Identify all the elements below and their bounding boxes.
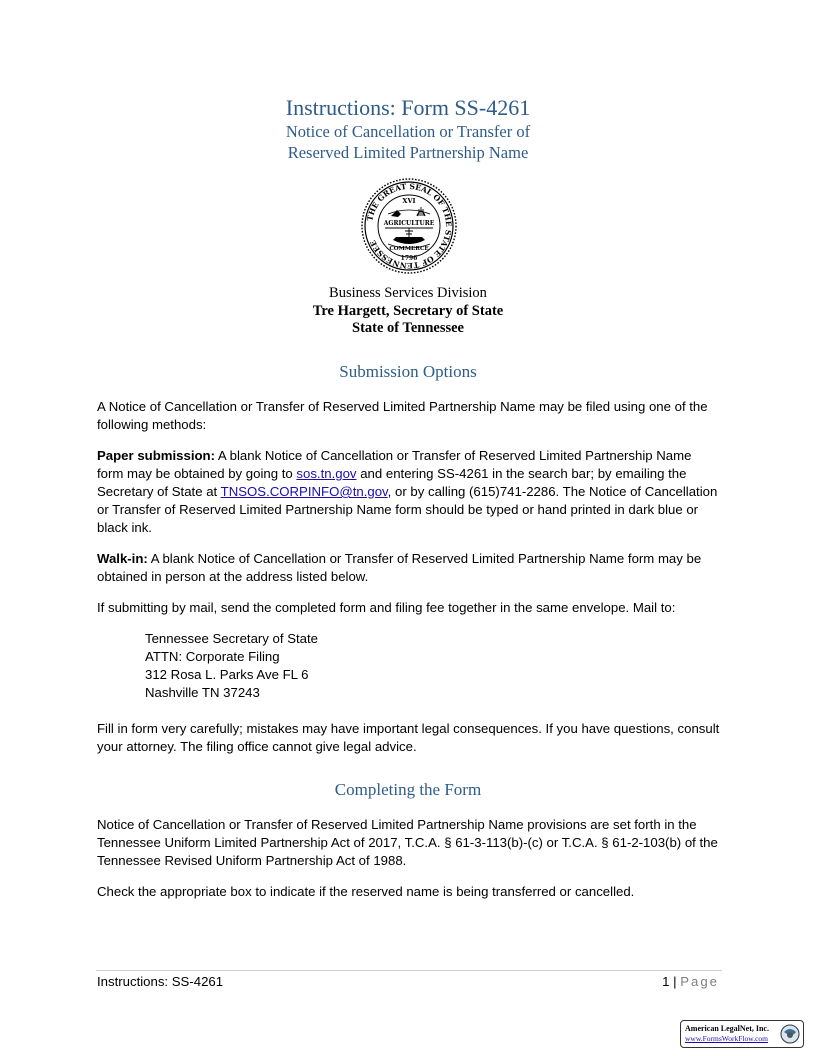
seal-year: 1796 bbox=[400, 255, 418, 262]
form-subtitle-line1: Notice of Cancellation or Transfer of bbox=[285, 122, 531, 141]
walk-in-paragraph bbox=[97, 550, 721, 586]
submission-intro: A Notice of Cancellation or Transfer of Reserved Limited Partnership Name may be filed using one of the following methods: bbox=[97, 399, 708, 432]
tennessee-state-seal bbox=[361, 178, 457, 274]
paper-submission-text-1: A blank Notice of Cancellation or Transfer of Reserved Limited Partnership Name form may be obtained by going to bbox=[97, 448, 692, 481]
footer-form-id: Instructions: SS-4261 bbox=[97, 974, 224, 989]
legal-caution: Fill in form very carefully; mistakes may have important legal consequences. If you have questions, consult your attorney. The filing office cannot give legal advice. bbox=[97, 721, 720, 754]
check-box-instruction: Check the appropriate box to indicate if the reserved name is being transferred or cancelled. bbox=[97, 884, 635, 899]
form-title: Instructions: Form SS-4261 bbox=[285, 95, 531, 120]
americanlegalnet-badge[interactable] bbox=[680, 1020, 804, 1048]
seal-commerce-text: COMMERCE bbox=[389, 246, 429, 252]
seal-outer-text: THE GREAT SEAL OF THE STATE OF TENNESSEE bbox=[365, 181, 454, 271]
seal-agriculture-text: AGRICULTURE bbox=[383, 220, 435, 227]
sos-website-link[interactable]: sos.tn.gov bbox=[296, 466, 357, 481]
paper-submission-paragraph bbox=[97, 447, 721, 537]
address-line-1: Tennessee Secretary of State bbox=[145, 631, 319, 646]
footer-divider bbox=[96, 970, 722, 971]
mail-instructions: If submitting by mail, send the completed form and filing fee together in the same envelope. Mail to: bbox=[97, 600, 676, 615]
badge-company: American LegalNet, Inc. bbox=[685, 1024, 769, 1033]
page-separator: | bbox=[673, 974, 677, 989]
plow-icon bbox=[391, 207, 425, 217]
completing-form-heading: Completing the Form bbox=[334, 780, 482, 799]
badge-url[interactable]: www.FormsWorkFlow.com bbox=[685, 1034, 769, 1043]
address-line-4: Nashville TN 37243 bbox=[145, 685, 260, 700]
corpinfo-email-link[interactable]: TNSOS.CORPINFO@tn.gov bbox=[220, 484, 388, 499]
submission-options-heading: Submission Options bbox=[339, 362, 477, 381]
page-number: 1 bbox=[662, 974, 670, 989]
division-name: Business Services Division bbox=[329, 285, 487, 301]
walk-in-text: A blank Notice of Cancellation or Transfer of Reserved Limited Partnership Name form may be obtained in person at the address listed below. bbox=[97, 551, 702, 584]
paper-submission-text-3: , or by calling (615)741-2286. The Notice of Cancellation or Transfer of Reserved Limited Partnership Name form should be typed or hand printed in dark blue or black ink. bbox=[97, 484, 718, 535]
mailing-address bbox=[145, 630, 318, 702]
paper-submission-label: Paper submission: bbox=[97, 448, 215, 463]
footer-page-indicator bbox=[662, 973, 719, 991]
globe-icon bbox=[780, 1024, 800, 1044]
form-subtitle bbox=[0, 122, 816, 163]
state-name: State of Tennessee bbox=[352, 320, 464, 336]
boat-icon bbox=[393, 228, 425, 244]
paper-submission-text-2: and entering SS-4261 in the search bar; by emailing the Secretary of State at bbox=[97, 466, 687, 499]
form-subtitle-line2: Reserved Limited Partnership Name bbox=[287, 142, 529, 162]
address-line-2: ATTN: Corporate Filing bbox=[145, 649, 280, 664]
agency-block bbox=[0, 285, 816, 338]
address-line-3: 312 Rosa L. Parks Ave FL 6 bbox=[145, 667, 309, 682]
provisions-paragraph: Notice of Cancellation or Transfer of Reserved Limited Partnership Name provisions are set forth in the Tennessee Uniform Limited Partnership Act of 2017, T.C.A. § 61-3-113(b)-(c) or T.C.A. § 61-2-103(b) of the Tennessee Revised Uniform Partnership Act of 1988. bbox=[97, 817, 718, 868]
walk-in-label: Walk-in: bbox=[97, 551, 148, 566]
seal-numeral: XVI bbox=[402, 197, 416, 205]
secretary-name: Tre Hargett, Secretary of State bbox=[312, 302, 504, 319]
page-label: Page bbox=[680, 974, 719, 989]
